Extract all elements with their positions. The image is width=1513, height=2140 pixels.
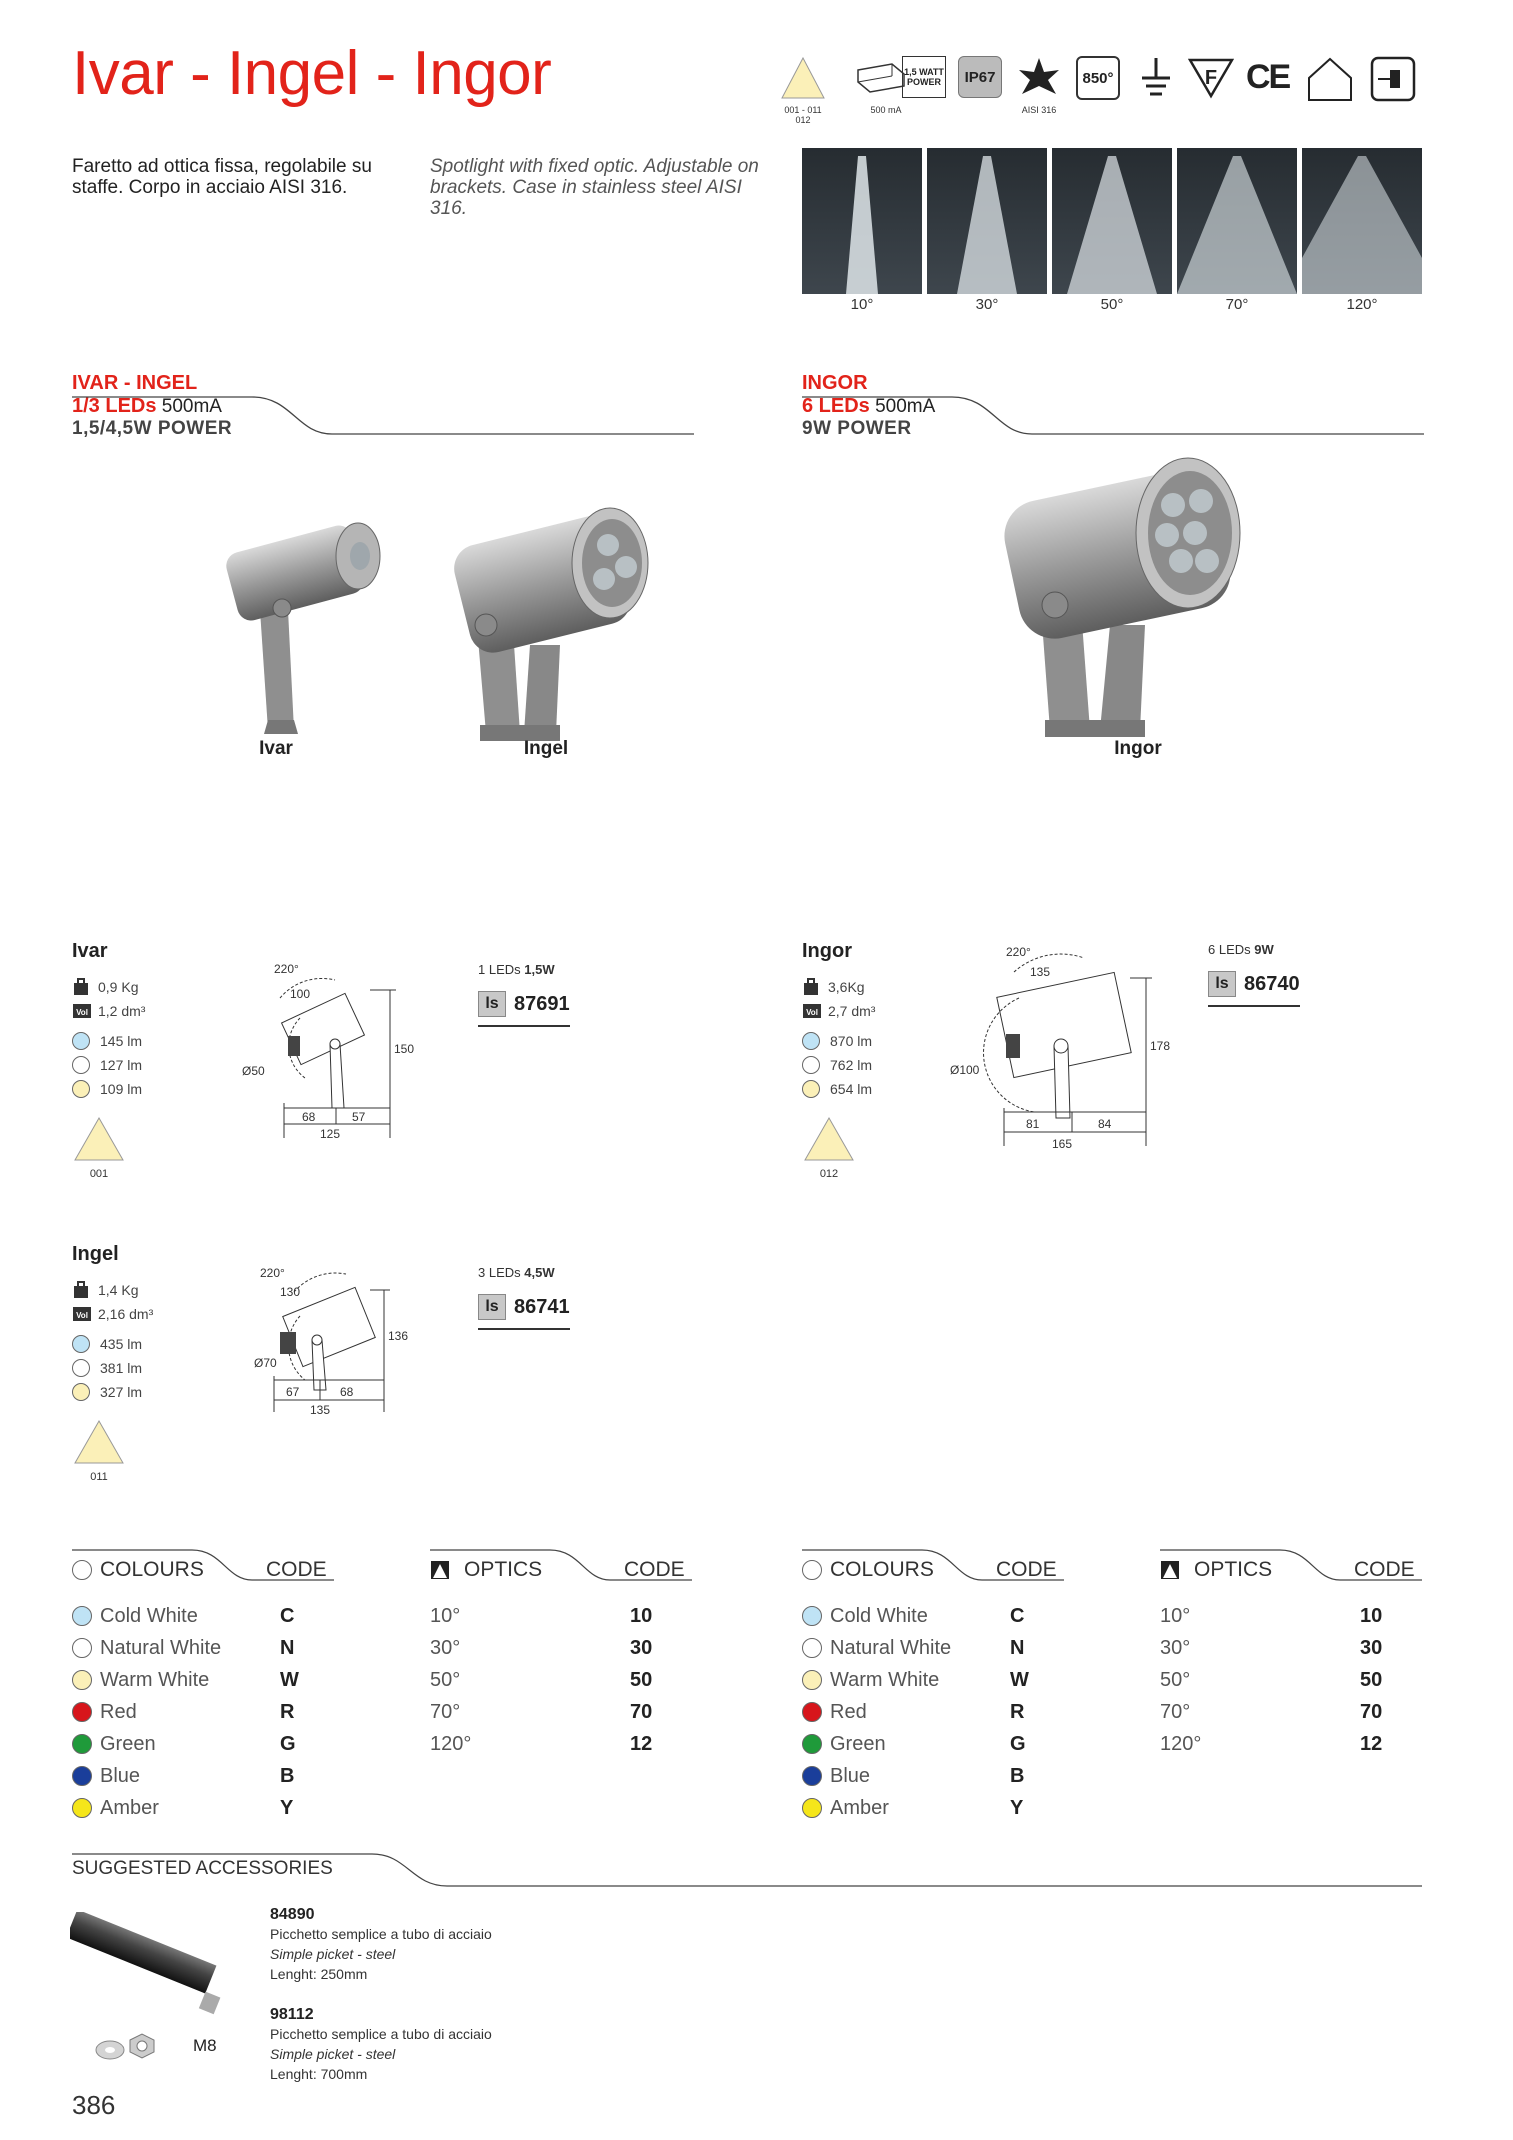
section-leds: 6 LEDs: [802, 395, 870, 417]
colour-code: N: [1010, 1636, 1025, 1659]
colour-row: [802, 1632, 1064, 1664]
optics-header-label: OPTICS: [1194, 1558, 1273, 1581]
cri-triangle-icon: [802, 1115, 856, 1163]
product-code: 86741: [514, 1295, 570, 1318]
ivar-spec: [72, 940, 145, 1180]
dim-length: 135: [1030, 965, 1051, 979]
aisi-star-icon: [1014, 56, 1064, 115]
colour-code: G: [280, 1732, 296, 1755]
optic-name: 70°: [1160, 1700, 1191, 1723]
colour-name: Natural White: [830, 1636, 952, 1659]
optic-row: [1160, 1696, 1422, 1728]
lumen-value: 327 lm: [100, 1384, 143, 1400]
ingor-dimension-drawing: [944, 942, 1184, 1162]
beam-photos: [802, 148, 1422, 318]
colour-swatch: [802, 1798, 822, 1818]
cri-triangle-icon: [72, 1115, 126, 1163]
optic-code: 12: [1360, 1732, 1383, 1755]
dim-w: 165: [1052, 1137, 1073, 1151]
description-italian: Faretto ad ottica fissa, regolabile su staffe. Corpo in acciaio AISI 316.: [72, 156, 372, 198]
spec-volume: [802, 999, 875, 1023]
ivar-product-label: Ivar: [259, 738, 293, 759]
spec-weight-value: 0,9 Kg: [98, 979, 139, 995]
colours-header-label: COLOURS: [830, 1558, 934, 1581]
led-spec-line: [478, 1265, 570, 1280]
colour-row: [72, 1728, 334, 1760]
spec-lumen-natural: [802, 1053, 875, 1077]
colour-name: Warm White: [830, 1668, 940, 1691]
colour-swatch: [802, 1670, 822, 1690]
colour-swatch: [72, 1798, 92, 1818]
ip67-icon: [958, 56, 1002, 98]
led-count: 1 LEDs: [478, 962, 525, 977]
optic-row: [430, 1696, 692, 1728]
spec-volume-value: 2,16 dm³: [98, 1306, 154, 1322]
colour-name: Green: [830, 1732, 886, 1755]
optic-code: 12: [630, 1732, 653, 1755]
colour-code: R: [1010, 1700, 1025, 1723]
colour-swatch: [72, 1638, 92, 1658]
cri-code: 011: [90, 1471, 108, 1483]
ingel-product-image: [440, 505, 670, 745]
aisi-caption: AISI 316: [1021, 105, 1057, 115]
accessory-length: Lenght: 250mm: [270, 1966, 368, 1982]
cri-code: 001: [89, 1168, 109, 1180]
lumen-value: 145 lm: [100, 1033, 143, 1049]
dim-length: 100: [290, 987, 311, 1001]
spec-lumen-cold: [72, 1332, 153, 1356]
accessories-title: SUGGESTED ACCESSORIES: [72, 1858, 333, 1879]
colour-swatch: [802, 1734, 822, 1754]
colour-name: Blue: [830, 1764, 871, 1787]
code-header: CODE: [266, 1558, 327, 1581]
section-power: 1,5/4,5W POWER: [72, 418, 233, 439]
colour-swatch: [802, 1702, 822, 1722]
colour-name: Warm White: [100, 1668, 210, 1691]
optics-icon: [430, 1560, 450, 1580]
optics-rows: [1160, 1600, 1422, 1760]
svg-text:Vol: Vol: [76, 1311, 88, 1320]
volume-icon: [72, 1002, 90, 1020]
lumen-value: 109 lm: [100, 1081, 143, 1097]
ivar-product-image: [220, 520, 400, 740]
colours-rows: [72, 1600, 334, 1824]
dim-w1: 68: [302, 1110, 316, 1124]
dim-w1: 81: [1026, 1117, 1040, 1131]
ingor-product-image: [995, 455, 1265, 745]
colour-row: [72, 1600, 334, 1632]
colour-code: C: [1010, 1604, 1025, 1627]
optic-row: [430, 1664, 692, 1696]
colour-row: [802, 1664, 1064, 1696]
cri-caption: 001 - 011 012: [784, 105, 822, 125]
optic-name: 50°: [430, 1668, 461, 1691]
lumen-value: 654 lm: [830, 1081, 873, 1097]
colour-name: Cold White: [100, 1604, 198, 1627]
ingel-dimension-drawing: [250, 1262, 430, 1432]
accessory-desc-it: Picchetto semplice a tubo di acciaio: [270, 1926, 492, 1942]
beam-angle-label: 120°: [1346, 296, 1378, 313]
colour-name: Green: [100, 1732, 156, 1755]
outdoor-icon: [1306, 56, 1354, 107]
ls-badge: ls: [478, 991, 506, 1017]
svg-text:Vol: Vol: [806, 1008, 818, 1017]
code-header: CODE: [996, 1558, 1057, 1581]
dim-angle: 220°: [274, 962, 299, 976]
accessory-item: [270, 1906, 492, 1984]
code-header: CODE: [624, 1558, 685, 1581]
ce-mark-icon: CE: [1246, 58, 1290, 96]
colours-header-label: COLOURS: [100, 1558, 204, 1581]
optic-name: 10°: [430, 1604, 461, 1627]
spec-lumen-natural: [72, 1356, 153, 1380]
cri-triangle-icon: [780, 56, 826, 125]
optic-name: 120°: [1160, 1732, 1202, 1755]
section-divider-right: [802, 396, 1427, 436]
optic-row: [1160, 1600, 1422, 1632]
colour-name: Blue: [100, 1764, 141, 1787]
colour-name: Red: [100, 1700, 137, 1723]
power-label: 1,5 WATT POWER: [902, 56, 946, 98]
colour-code: B: [1010, 1764, 1025, 1787]
accessory-item: [270, 2006, 492, 2084]
product-code: 87691: [514, 992, 570, 1015]
accessory-code: 84890: [270, 1906, 315, 1923]
dim-w2: 84: [1098, 1117, 1112, 1131]
code-underline: [478, 1025, 570, 1027]
spec-title: Ivar: [72, 940, 108, 962]
colour-name: Cold White: [830, 1604, 928, 1627]
colours-header-icon: [802, 1560, 822, 1580]
colours-header-icon: [72, 1560, 92, 1580]
cold-white-dot: [802, 1032, 820, 1050]
optic-row: [430, 1728, 692, 1760]
optic-name: 10°: [1160, 1604, 1191, 1627]
colour-code: G: [1010, 1732, 1026, 1755]
dim-w2: 57: [352, 1110, 366, 1124]
dim-w: 135: [310, 1403, 331, 1417]
section-leds: 1/3 LEDs: [72, 395, 157, 417]
driver-caption: 500 mA: [870, 105, 902, 115]
ivar-dimension-drawing: [240, 958, 420, 1144]
optics-rows: [430, 1600, 692, 1760]
code-header: CODE: [1354, 1558, 1415, 1581]
colours-header: [72, 1558, 204, 1582]
product-code: 86740: [1244, 972, 1300, 995]
colour-swatch: [72, 1606, 92, 1626]
lumen-value: 762 lm: [830, 1057, 873, 1073]
optic-code: 10: [630, 1604, 653, 1627]
spec-weight-value: 1,4 Kg: [98, 1282, 139, 1298]
spec-lumen-natural: [72, 1053, 145, 1077]
beam-angle-label: 30°: [975, 296, 999, 313]
led-spec-line: [1208, 942, 1300, 957]
colour-code: R: [280, 1700, 295, 1723]
optics-header: [430, 1558, 542, 1582]
power-icon: [902, 56, 946, 98]
section-current: 500mA: [161, 396, 222, 417]
ip67-label: IP67: [958, 56, 1002, 98]
accessory-desc-it: Picchetto semplice a tubo di acciaio: [270, 2026, 492, 2042]
colour-row: [802, 1792, 1064, 1824]
optics-header-label: OPTICS: [464, 1558, 543, 1581]
cri-triangle-icon: [72, 1418, 126, 1466]
colour-swatch: [72, 1734, 92, 1754]
f-mark-icon: [1188, 56, 1234, 105]
dim-diameter: Ø50: [242, 1064, 265, 1078]
optics-header: [1160, 1558, 1272, 1582]
optics-icon: [1160, 1560, 1180, 1580]
dim-w: 125: [320, 1127, 341, 1141]
led-count: 3 LEDs: [478, 1265, 525, 1280]
code-underline: [478, 1328, 570, 1330]
ls-badge: ls: [478, 1294, 506, 1320]
colour-row: [72, 1760, 334, 1792]
optic-name: 30°: [1160, 1636, 1191, 1659]
optic-name: 50°: [1160, 1668, 1191, 1691]
dim-height: 150: [394, 1042, 415, 1056]
optic-row: [1160, 1632, 1422, 1664]
section-divider-left: [72, 396, 697, 436]
weight-icon: [72, 978, 90, 996]
colours-rows: [802, 1600, 1064, 1824]
optic-name: 70°: [430, 1700, 461, 1723]
product-code-row: [478, 991, 570, 1017]
optic-name: 120°: [430, 1732, 472, 1755]
cold-white-dot: [72, 1335, 90, 1353]
cri-code: 012: [819, 1168, 839, 1180]
optic-code: 50: [630, 1668, 653, 1691]
optic-code: 10: [1360, 1604, 1383, 1627]
spec-volume-value: 1,2 dm³: [98, 1003, 146, 1019]
volume-icon: [72, 1305, 90, 1323]
lumen-value: 870 lm: [830, 1033, 873, 1049]
accessory-desc-en: Simple picket - steel: [270, 1946, 396, 1962]
colour-code: C: [280, 1604, 295, 1627]
lumen-value: 381 lm: [100, 1360, 143, 1376]
colour-row: [72, 1664, 334, 1696]
section-name: INGOR: [802, 372, 868, 394]
optic-code: 30: [630, 1636, 653, 1659]
ingel-spec: [72, 1243, 153, 1483]
ivar-code-block: [478, 962, 570, 1027]
spec-weight: [72, 1278, 153, 1302]
section-name: IVAR - INGEL: [72, 372, 198, 394]
ingor-product-label: Ingor: [1114, 738, 1162, 759]
optic-name: 30°: [430, 1636, 461, 1659]
colour-swatch: [802, 1766, 822, 1786]
spec-lumen-cold: [72, 1029, 145, 1053]
beam-angle-label: 50°: [1100, 296, 1124, 313]
spec-lumen-warm: [72, 1380, 153, 1404]
page-title: Ivar - Ingel - Ingor: [72, 39, 552, 108]
colour-code: W: [1010, 1668, 1029, 1691]
svg-text:Vol: Vol: [76, 1008, 88, 1017]
dim-angle: 220°: [260, 1266, 285, 1280]
optic-row: [1160, 1664, 1422, 1696]
optic-code: 50: [1360, 1668, 1383, 1691]
warm-white-dot: [72, 1080, 90, 1098]
colour-swatch: [72, 1766, 92, 1786]
spec-title: Ingel: [72, 1243, 119, 1265]
cold-white-dot: [72, 1032, 90, 1050]
colours-header: [802, 1558, 934, 1582]
page-number: 386: [72, 2090, 116, 2120]
colour-name: Red: [830, 1700, 867, 1723]
led-spec-line: [478, 962, 570, 977]
earth-icon: [1136, 56, 1176, 105]
optic-code: 70: [1360, 1700, 1383, 1723]
ingel-product-label: Ingel: [523, 738, 569, 759]
dim-angle: 220°: [1006, 945, 1031, 959]
colour-swatch: [72, 1670, 92, 1690]
spec-weight: [802, 975, 875, 999]
section-power: 9W POWER: [802, 418, 912, 439]
accessory-code: 98112: [270, 2006, 314, 2023]
accessory-desc-en: Simple picket - steel: [270, 2046, 396, 2062]
led-count: 6 LEDs: [1208, 942, 1255, 957]
weight-icon: [72, 1281, 90, 1299]
colour-name: Amber: [830, 1796, 889, 1819]
colour-swatch: [802, 1638, 822, 1658]
description-english: Spotlight with fixed optic. Adjustable on brackets. Case in stainless steel AISI 316.: [430, 156, 759, 219]
optic-code: 30: [1360, 1636, 1383, 1659]
optic-row: [1160, 1728, 1422, 1760]
spec-title: Ingor: [802, 940, 852, 962]
product-code-row: [1208, 971, 1300, 997]
spec-lumen-cold: [802, 1029, 875, 1053]
colour-row: [72, 1632, 334, 1664]
colour-swatch: [72, 1702, 92, 1722]
led-watt: 9W: [1254, 942, 1274, 957]
glow-wire-label: 850°: [1076, 56, 1120, 100]
colour-row: [72, 1696, 334, 1728]
colour-row: [802, 1696, 1064, 1728]
spec-lumen-warm: [72, 1077, 145, 1101]
product-code-row: [478, 1294, 570, 1320]
colour-row: [802, 1760, 1064, 1792]
optic-row: [430, 1632, 692, 1664]
natural-white-dot: [802, 1056, 820, 1074]
spec-weight-value: 3,6Kg: [828, 979, 865, 995]
certification-icons: [780, 56, 1420, 126]
colour-code: Y: [280, 1796, 294, 1819]
class-icon: [1370, 56, 1416, 107]
colour-code: B: [280, 1764, 295, 1787]
spec-volume: [72, 1302, 153, 1326]
ingel-code-block: [478, 1265, 570, 1330]
led-watt: 4,5W: [524, 1265, 555, 1280]
ingor-code-block: [1208, 942, 1300, 1007]
colour-row: [72, 1792, 334, 1824]
colour-row: [802, 1600, 1064, 1632]
beam-angle-label: 70°: [1225, 296, 1249, 313]
dim-height: 178: [1150, 1039, 1171, 1053]
code-underline: [1208, 1005, 1300, 1007]
dim-length: 130: [280, 1285, 301, 1299]
colour-row: [802, 1728, 1064, 1760]
glow-wire-icon: [1076, 56, 1120, 100]
ls-badge: ls: [1208, 971, 1236, 997]
beam-photo-strip: [802, 148, 1422, 296]
lumen-value: 435 lm: [100, 1336, 143, 1352]
lumen-value: 127 lm: [100, 1057, 143, 1073]
optic-code: 70: [630, 1700, 653, 1723]
dim-height: 136: [388, 1329, 409, 1343]
ingor-spec: [802, 940, 875, 1180]
accessory-length: Lenght: 700mm: [270, 2066, 368, 2082]
section-current: 500mA: [875, 396, 936, 417]
led-watt: 1,5W: [524, 962, 555, 977]
spec-weight: [72, 975, 145, 999]
thread-label: M8: [193, 2036, 217, 2055]
colour-code: N: [280, 1636, 295, 1659]
warm-white-dot: [72, 1383, 90, 1401]
colour-code: W: [280, 1668, 299, 1691]
warm-white-dot: [802, 1080, 820, 1098]
natural-white-dot: [72, 1056, 90, 1074]
driver-icon: [850, 56, 910, 115]
volume-icon: [802, 1002, 820, 1020]
spec-volume: [72, 999, 145, 1023]
accessories-divider: [72, 1852, 1424, 1892]
spec-lumen-warm: [802, 1077, 875, 1101]
dim-diameter: Ø100: [950, 1063, 980, 1077]
dim-w1: 67: [286, 1385, 300, 1399]
colour-code: Y: [1010, 1796, 1024, 1819]
colour-name: Natural White: [100, 1636, 222, 1659]
f-mark-label: F: [1204, 67, 1218, 89]
beam-angle-label: 10°: [850, 296, 874, 313]
dim-diameter: Ø70: [254, 1356, 277, 1370]
spec-volume-value: 2,7 dm³: [828, 1003, 876, 1019]
natural-white-dot: [72, 1359, 90, 1377]
optic-row: [430, 1600, 692, 1632]
dim-w2: 68: [340, 1385, 354, 1399]
weight-icon: [802, 978, 820, 996]
colour-swatch: [802, 1606, 822, 1626]
colour-name: Amber: [100, 1796, 159, 1819]
